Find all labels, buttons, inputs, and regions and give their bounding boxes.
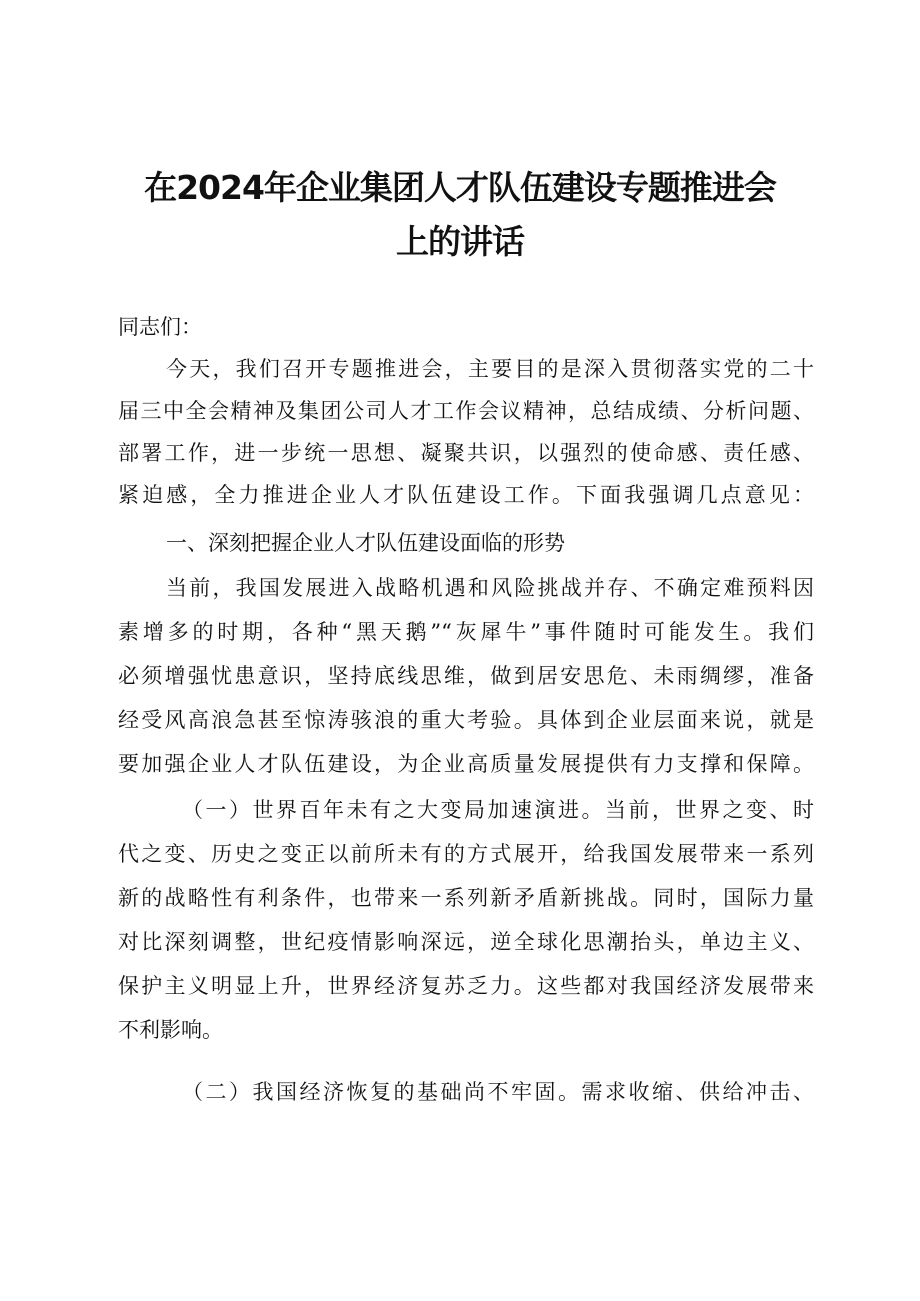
subsection2-line: （二）我国经济恢复的基础尚不牢固。需求收缩、供给冲击、 [182, 1080, 814, 1104]
section1-line: 要加强企业人才队伍建设，为企业高质量发展提供有力支撑和保障。 [118, 752, 814, 776]
document-title-line-2: 上的讲话 [396, 222, 524, 261]
intro-line: 紧迫感，全力推进企业人才队伍建设工作。下面我强调几点意见： [118, 483, 814, 507]
intro-line: 部署工作，进一步统一思想、凝聚共识，以强烈的使命感、责任感、 [118, 441, 814, 465]
section-heading: 一、深刻把握企业人才队伍建设面临的形势 [166, 531, 565, 555]
intro-line: 今天，我们召开专题推进会，主要目的是深入贯彻落实党的二十 [166, 357, 814, 381]
document-title-line-1: 在2024年企业集团人才队伍建设专题推进会 [144, 168, 776, 207]
subsection1-line: 代之变、历史之变正以前所未有的方式展开，给我国发展带来一系列 [118, 842, 814, 866]
subsection1-line: 新的战略性有利条件，也带来一系列新矛盾新挑战。同时，国际力量 [118, 886, 814, 910]
salutation: 同志们： [118, 315, 202, 339]
subsection1-line: 保护主义明显上升，世界经济复苏乏力。这些都对我国经济发展带来 [118, 974, 814, 998]
intro-line: 届三中全会精神及集团公司人才工作会议精神，总结成绩、分析问题、 [118, 399, 814, 423]
section1-line: 必须增强忧患意识，坚持底线思维，做到居安思危、未雨绸缪，准备 [118, 664, 814, 688]
subsection1-line: 对比深刻调整，世纪疫情影响深远，逆全球化思潮抬头，单边主义、 [118, 930, 814, 954]
subsection1-line: 不利影响。 [118, 1018, 223, 1042]
section1-line: 当前，我国发展进入战略机遇和风险挑战并存、不确定难预料因 [166, 576, 814, 600]
section1-line: 经受风高浪急甚至惊涛骇浪的重大考验。具体到企业层面来说，就是 [118, 708, 814, 732]
subsection1-line: （一）世界百年未有之大变局加速演进。当前，世界之变、时 [182, 798, 814, 822]
section1-line: 素增多的时期，各种“黑天鹅”“灰犀牛”事件随时可能发生。我们 [118, 620, 814, 644]
